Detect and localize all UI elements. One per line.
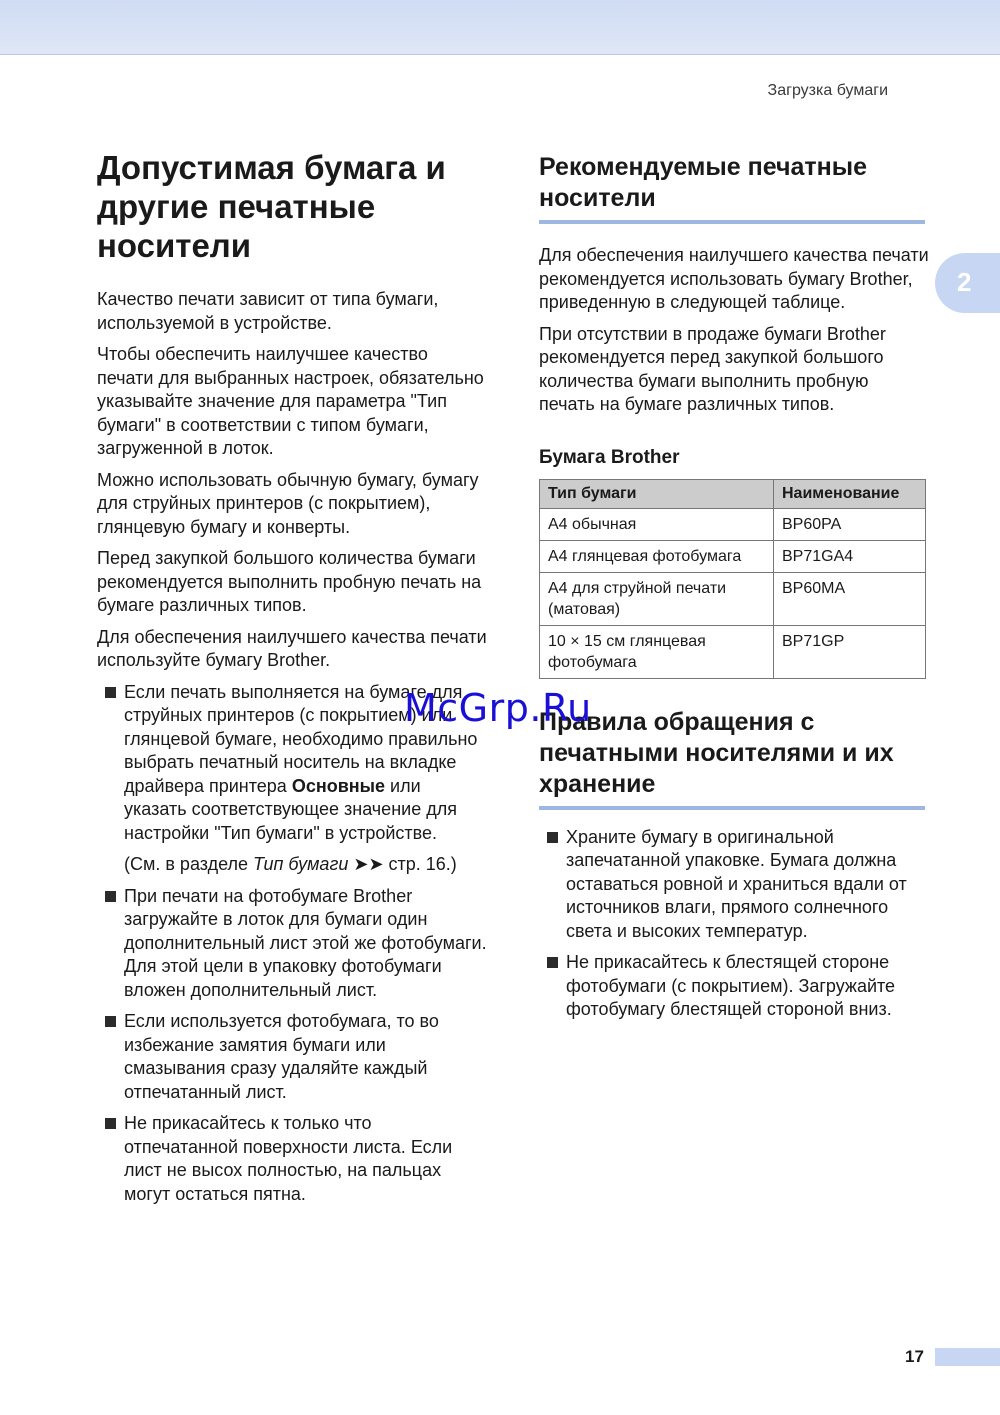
paper-table bbox=[539, 479, 926, 679]
section-heading-recommended: Рекомендуемые печатные носители bbox=[539, 152, 925, 224]
reference-link[interactable]: Тип бумаги bbox=[253, 854, 349, 874]
table-row bbox=[540, 508, 926, 540]
page-number: 17 bbox=[905, 1347, 924, 1366]
table-cell: A4 глянцевая фотобумага bbox=[540, 540, 774, 572]
table-cell: BP71GP bbox=[774, 625, 926, 678]
paragraph: Чтобы обеспечить наилучшее качество печати для выбранных настроек, обязательно указывайте значение для параметра "Тип бумаги" в соответствии с типом бумаги, загруженной в лоток. bbox=[97, 344, 484, 458]
running-header: Загрузка бумаги bbox=[767, 82, 888, 99]
list-item: Не прикасайтесь к только что отпечатанной поверхности листа. Если лист не высох полностью, на пальцах могут остаться пятна. bbox=[97, 1112, 487, 1206]
paragraph: Для обеспечения наилучшего качества печати используйте бумагу Brother. bbox=[97, 626, 487, 670]
cross-reference: (См. в разделе Тип бумаги ➤➤ стр. 16.) bbox=[124, 854, 457, 874]
table-title: Бумага Brother bbox=[539, 446, 680, 468]
paragraph: При отсутствии в продаже бумаги Brother рекомендуется перед закупкой большого количества бумаги выполнить пробную печать на бумаге различных типов. bbox=[539, 323, 886, 414]
paragraph: Можно использовать обычную бумагу, бумагу для струйных принтеров (с покрытием), глянцевую бумагу и конверты. bbox=[97, 469, 479, 537]
chapter-number: 2 bbox=[957, 267, 972, 297]
double-arrow-icon: ➤➤ bbox=[353, 854, 384, 874]
bullet-square-icon bbox=[105, 891, 116, 902]
table-cell: BP60MA bbox=[774, 572, 926, 625]
right-column bbox=[539, 152, 929, 1030]
bullet-square-icon bbox=[105, 687, 116, 698]
table-cell: A4 для струйной печати (матовая) bbox=[540, 572, 774, 625]
table-row bbox=[540, 540, 926, 572]
table-cell: 10 × 15 см глянцевая фотобумага bbox=[540, 625, 774, 678]
table-row bbox=[540, 572, 926, 625]
bullet-list bbox=[97, 681, 487, 1207]
table-cell: BP71GA4 bbox=[774, 540, 926, 572]
bullet-list bbox=[539, 826, 929, 1022]
footer-tab bbox=[935, 1348, 1000, 1366]
paragraph: Для обеспечения наилучшего качества печати рекомендуется использовать бумагу Brother, приведенную в следующей таблице. bbox=[539, 245, 929, 312]
table-row bbox=[540, 625, 926, 678]
bullet-square-icon bbox=[547, 957, 558, 968]
paragraph: Качество печати зависит от типа бумаги, используемой в устройстве. bbox=[97, 289, 439, 333]
top-band bbox=[0, 0, 1000, 55]
list-item: Не прикасайтесь к блестящей стороне фотобумаги (с покрытием). Загружайте фотобумагу блестящей стороной вниз. bbox=[539, 951, 929, 1022]
list-item: Храните бумагу в оригинальной запечатанной упаковке. Бумага должна оставаться ровной и храниться вдали от источников влаги, прямого солнечного света и высоких температур. bbox=[539, 826, 929, 944]
watermark: McGrp.Ru bbox=[404, 686, 592, 730]
bullet-square-icon bbox=[547, 832, 558, 843]
table-cell: A4 обычная bbox=[540, 508, 774, 540]
list-item: Если используется фотобумага, то во избежание замятия бумаги или смазывания сразу удаляйте каждый отпечатанный лист. bbox=[97, 1010, 487, 1104]
bold-term: Основные bbox=[291, 775, 386, 796]
chapter-tab bbox=[935, 253, 1000, 313]
list-item: При печати на фотобумаге Brother загружайте в лоток для бумаги один дополнительный лист этой же фотобумаги. Для этой цели в упаковку фотобумаги вложен дополнительный лист. bbox=[97, 885, 487, 1003]
list-item: Если печать выполняется на бумаге для струйных принтеров (с покрытием) или глянцевой бумаге, необходимо правильно выбрать печатный носитель на вкладке драйвера принтера Основные или указать соответствующее значение для настройки "Тип бумаги" в устройстве. (См. в разделе Тип бумаги ➤➤ стр. 16.) bbox=[97, 681, 487, 877]
bullet-square-icon bbox=[105, 1016, 116, 1027]
paragraph: Перед закупкой большого количества бумаги рекомендуется выполнить пробную печать на бумаге различных типов. bbox=[97, 548, 482, 615]
bullet-square-icon bbox=[105, 1118, 116, 1129]
column-header: Наименование bbox=[774, 479, 926, 508]
table-header-row bbox=[540, 479, 926, 508]
column-header: Тип бумаги bbox=[540, 479, 774, 508]
page-title: Допустимая бумага и другие печатные носители bbox=[97, 149, 446, 264]
table-cell: BP60PA bbox=[774, 508, 926, 540]
left-column bbox=[97, 288, 487, 1214]
section-heading-handling: Правила обращения с печатными носителями и их хранение bbox=[539, 707, 925, 810]
